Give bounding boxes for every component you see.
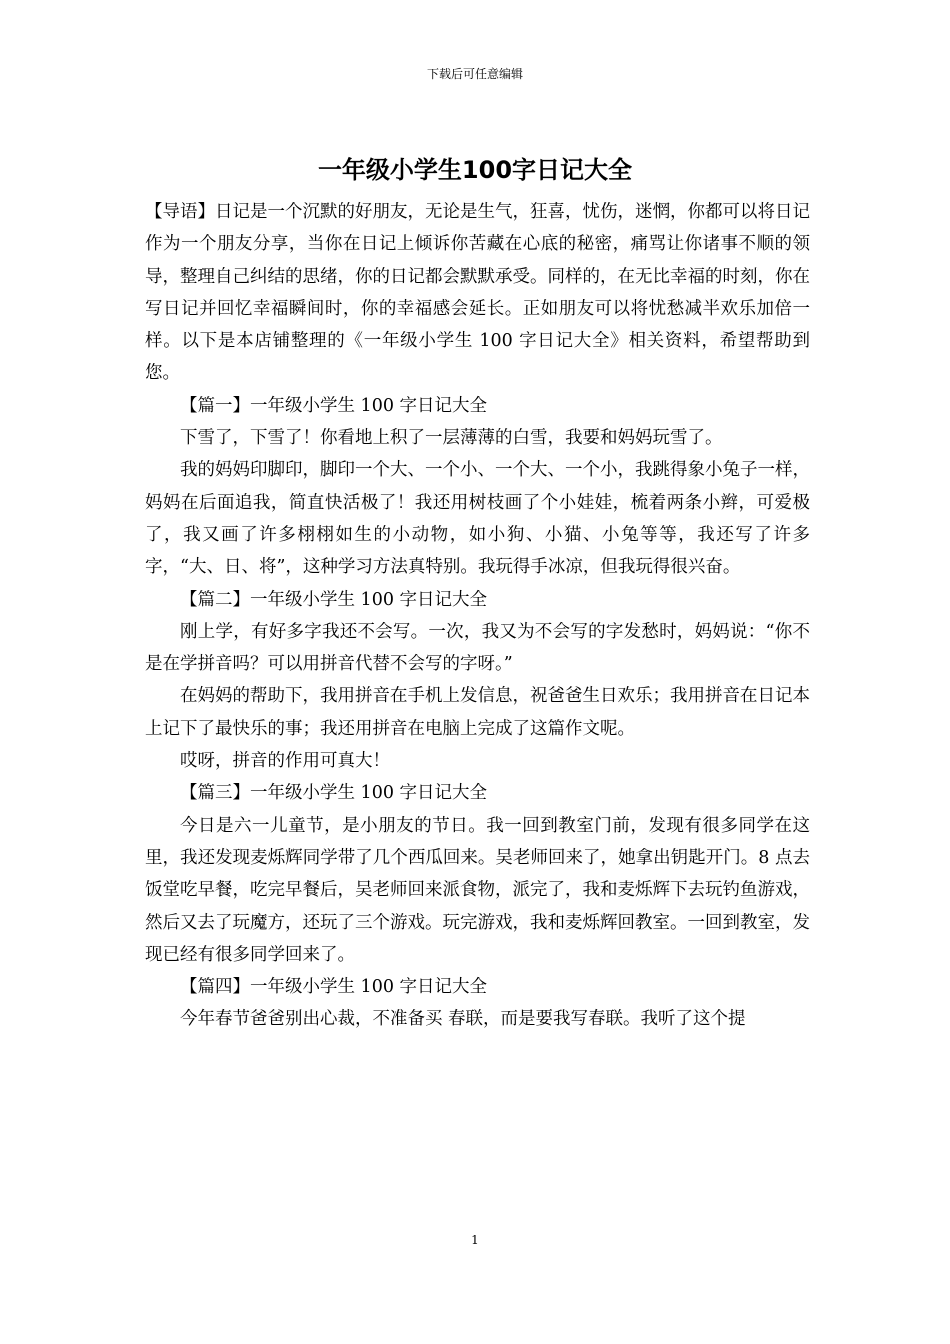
document-title: 一年级小学生100字日记大全	[317, 156, 633, 184]
body-paragraph: 今年春节爸爸别出心裁，不准备买 春联，而是要我写春联。我听了这个提	[180, 1009, 746, 1030]
body-paragraph: 今日是六一儿童节，是小朋友的节日。我一回到教室门前，发现有很多同学在这里，我还发现麦烁辉同学带了几个西瓜回来。吴老师回来了，她拿出钥匙开门。8 点去饭堂吃早餐，吃完早餐后，吴老师回来派食物，派完了，我和麦烁辉下去玩钓鱼游戏，然后又去了玩魔方，还玩了三个游戏。玩完游戏，我和麦烁辉回教室。一回到教室，发现已经有很多同学回来了。	[145, 815, 810, 965]
section-heading-2: 【篇二】一年级小学生 100 字日记大全	[180, 589, 488, 610]
document-body	[145, 196, 810, 1036]
section-heading-1: 【篇一】一年级小学生 100 字日记大全	[180, 395, 488, 416]
body-paragraph: 下雪了，下雪了！你看地上积了一层薄薄的白雪，我要和妈妈玩雪了。	[180, 428, 723, 449]
page-header: 下载后可任意编辑	[426, 67, 523, 81]
section-heading-4: 【篇四】一年级小学生 100 字日记大全	[180, 977, 488, 998]
body-paragraph: 我的妈妈印脚印，脚印一个大、一个小、一个大、一个小，我跳得象小兔子一样，妈妈在后面追我，简直快活极了！我还用树枝画了个小娃娃，梳着两条小辫，可爱极了，我又画了许多栩栩如生的小动物，如小狗、小猫、小兔等等，我还写了许多字，“大、日、将”，这种学习方法真特别。我玩得手冰凉，但我玩得很兴奋。	[145, 460, 810, 578]
section-heading-3: 【篇三】一年级小学生 100 字日记大全	[180, 783, 488, 804]
body-paragraph: 在妈妈的帮助下，我用拼音在手机上发信息，祝爸爸生日欢乐；我用拼音在日记本上记下了最快乐的事；我还用拼音在电脑上完成了这篇作文呢。	[145, 686, 810, 739]
body-paragraph: 哎呀，拼音的作用可真大！	[180, 751, 390, 772]
page-number: 1	[471, 1233, 479, 1247]
body-paragraph: 刚上学，有好多字我还不会写。一次，我又为不会写的字发愁时，妈妈说：“你不是在学拼音吗？可以用拼音代替不会写的字呀。”	[145, 621, 810, 675]
intro-paragraph: 【导语】日记是一个沉默的好朋友，无论是生气，狂喜，忧伤，迷惘，你都可以将日记作为一个朋友分享，当你在日记上倾诉你苦藏在心底的秘密，痛骂让你诸事不顺的领导，整理自己纠结的思绪，你的日记都会默默承受。同样的，在无比幸福的时刻，你在写日记并回忆幸福瞬间时，你的幸福感会延长。正如朋友可以将忧愁减半欢乐加倍一样。以下是本店铺整理的《一年级小学生 100 字日记大全》相关资料，希望帮助到您。	[145, 202, 810, 384]
